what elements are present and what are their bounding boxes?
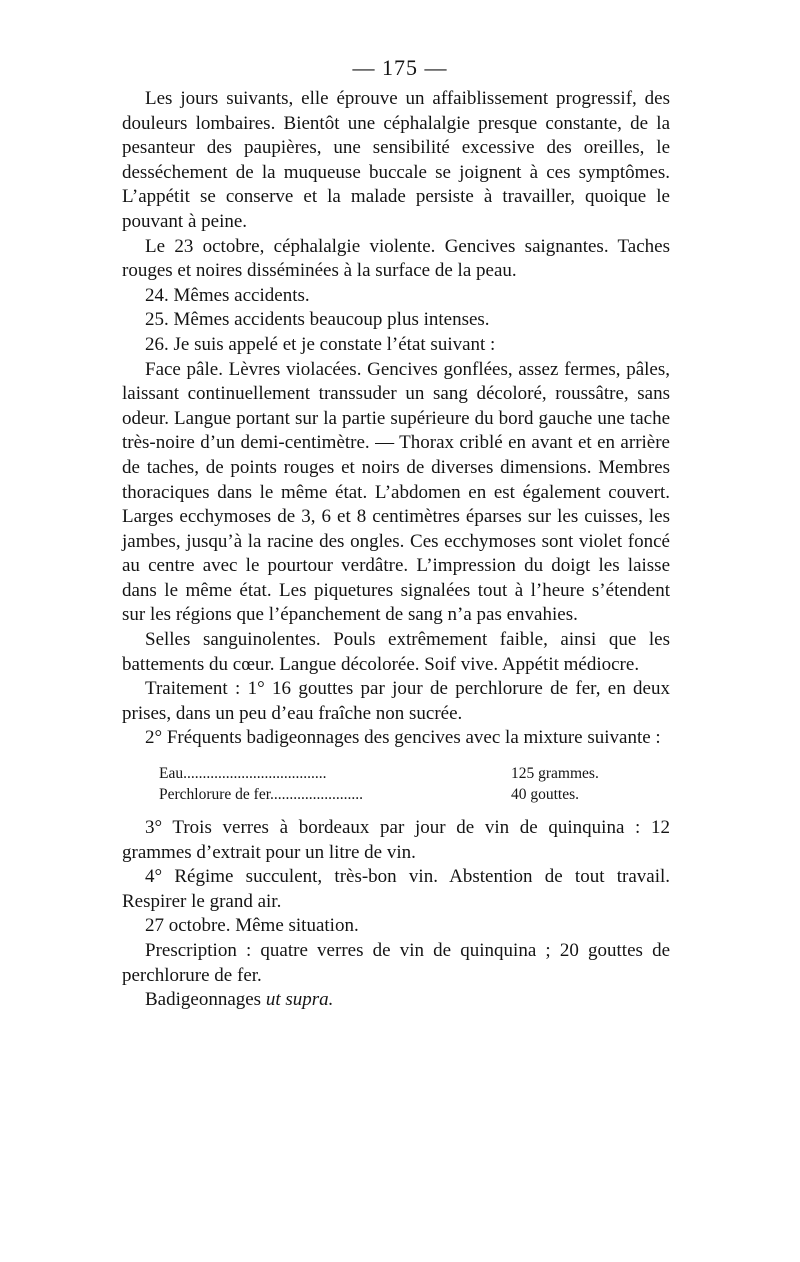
paragraph-treatment-4: 4° Régime succulent, très-bon vin. Abstention de tout travail. Respirer le grand air. xyxy=(122,866,670,912)
ut-supra-italic: ut supra. xyxy=(265,989,334,1011)
paragraph-october-27: 27 octobre. Même situation. xyxy=(145,915,359,937)
paragraph-symptoms-progression: Les jours suivants, elle éprouve un affaiblissement progressif, des douleurs lombaires. Bientôt une céphalalgie presque constante, de la pesanteur des paupières, une sensibilité excessive des oreilles, le desséchement de la muqueuse buccale se joignent à ces symptômes. L’appétit se conserve et la malade persiste à travailler, quoique le pouvant à peine. xyxy=(122,88,670,232)
body-text xyxy=(122,87,670,1013)
paragraph-october-23: Le 23 octobre, céphalalgie violente. Gencives saignantes. Taches rouges et noires disséminées à la surface de la peau. xyxy=(122,235,670,282)
paragraph-day-25: 25. Mêmes accidents beaucoup plus intenses. xyxy=(145,309,490,331)
paragraph-badigeonnages xyxy=(122,988,670,1013)
formula-ingredient: Perchlorure de fer........................ xyxy=(159,786,364,804)
formula-quantity: 40 gouttes. xyxy=(511,786,580,804)
formula-quantity: 125 grammes. xyxy=(511,765,599,783)
paragraph-clinical-exam: Face pâle. Lèvres violacées. Gencives gonflées, assez fermes, pâles, laissant continuellement transsuder un sang décoloré, roussâtre, sans odeur. Langue portant sur la partie supérieure du bord gauche une tache très-noire d’un demi-centimètre. — Thorax criblé en avant et en arrière de taches, de points rouges et noirs de diverses dimensions. Membres thoraciques dans le même état. L’abdomen en est également couvert. Larges ecchymoses de 3, 6 et 8 centimètres éparses sur les cuisses, les jambes, jusqu’à la racine des ongles. Ces ecchymoses sont violet foncé au centre avec le pourtour verdâtre. L’impression du doigt les laisse dans le même état. Les piquetures signalées tout à l’heure s’étendent sur les régions que l’épanchement de sang n’a pas envahies. xyxy=(122,358,670,626)
page-number: — 175 — xyxy=(352,55,448,80)
paragraph-treatment-2: 2° Fréquents badigeonnages des gencives avec la mixture suivante : xyxy=(145,727,661,749)
formula-row xyxy=(159,763,629,784)
paragraph-prescription: Prescription : quatre verres de vin de quinquina ; 20 gouttes de perchlorure de fer. xyxy=(122,940,670,986)
formula-row xyxy=(159,784,629,805)
paragraph-day-26: 26. Je suis appelé et je constate l’état suivant : xyxy=(145,333,496,355)
paragraph-day-24: 24. Mêmes accidents. xyxy=(145,284,310,306)
formula-ingredient: Eau..................................... xyxy=(159,765,327,783)
paragraph-stools-pulse: Selles sanguinolentes. Pouls extrêmement faible, ainsi que les battements du cœur. Langue décolorée. Soif vive. Appétit médiocre. xyxy=(122,629,670,675)
paragraph-treatment-1: Traitement : 1° 16 gouttes par jour de perchlorure de fer, en deux prises, dans un peu d’eau fraîche non sucrée. xyxy=(122,678,670,724)
mixture-formula xyxy=(159,763,629,805)
badigeonnages-text: Badigeonnages xyxy=(145,989,262,1011)
paragraph-treatment-3: 3° Trois verres à bordeaux par jour de vin de quinquina : 12 grammes d’extrait pour un litre de vin. xyxy=(122,817,670,863)
